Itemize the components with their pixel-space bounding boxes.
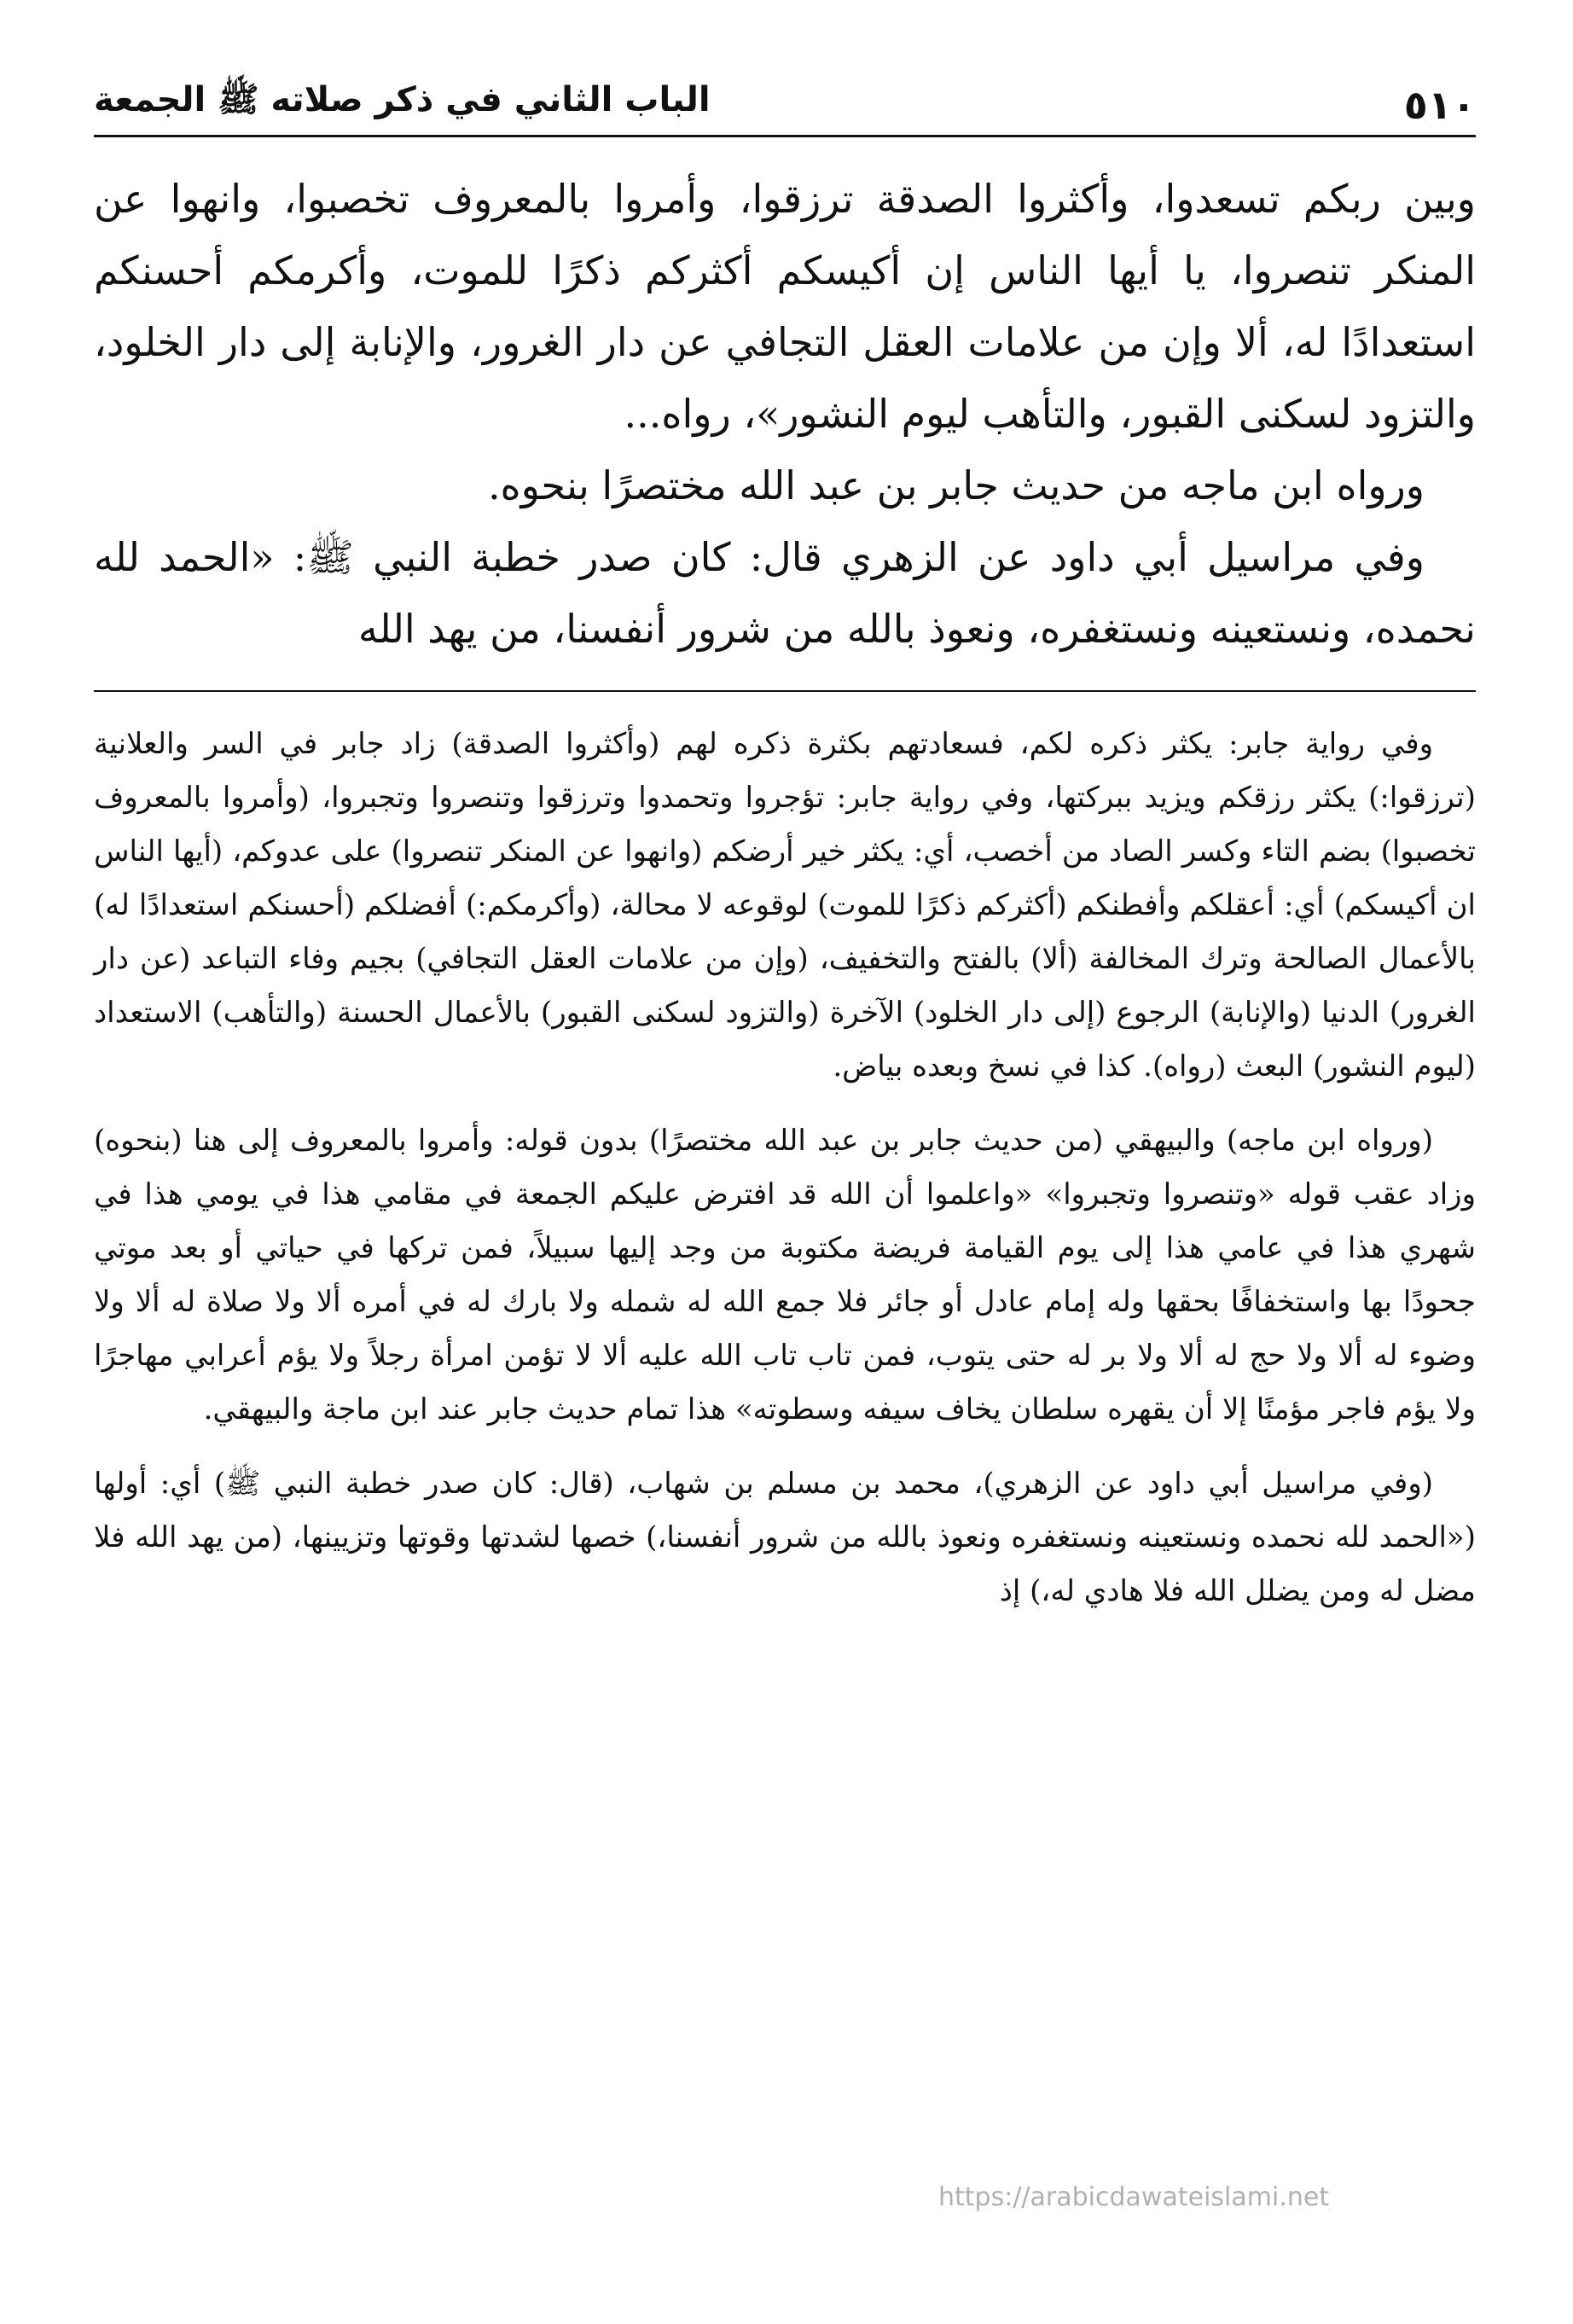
book-page (94, 60, 1476, 1618)
footnote-divider (94, 690, 1476, 692)
commentary (94, 718, 1476, 1618)
main-text (94, 163, 1476, 665)
running-title: الباب الثاني في ذكر صلاته ﷺ الجمعة (94, 80, 711, 119)
page-header (94, 60, 1476, 137)
page-number: ٥١٠ (1403, 82, 1476, 128)
watermark-url: https://arabicdawateislami.net (938, 2182, 1330, 2212)
commentary-paragraph: (ورواه ابن ماجه) والبيهقي (من حديث جابر بن عبد الله مختصرًا) بدون قوله: وأمروا بالمعروف إلى هنا (بنحوه) وزاد عقب قوله «وتنصروا وتجبروا» «واعلموا أن الله قد افترض عليكم الجمعة في مقامي هذا في يومي هذا في شهري هذا في عامي هذا إلى يوم القيامة فريضة مكتوبة من وجد إليها سبيلاً، فمن تركها في حياتي أو بعد موتي جحودًا بها واستخفافًا بحقها وله إمام عادل أو جائر فلا جمع الله له شمله ولا بارك له في أمره ألا ولا صلاة له ألا ولا وضوء له ألا ولا حج له ألا ولا بر له حتى يتوب، فمن تاب تاب الله عليه ألا لا تؤمن امرأة رجلاً ولا يؤم أعرابي مهاجرًا ولا يؤم فاجر مؤمنًا إلا أن يقهره سلطان يخاف سيفه وسطوته» هذا تمام حديث جابر عند ابن ماجة والبيهقي. (94, 1124, 1476, 1426)
main-paragraph: وبين ربكم تسعدوا، وأكثروا الصدقة ترزقوا، وأمروا بالمعروف تخصبوا، وانهوا عن المنكر تنصروا، يا أيها الناس إن أكيسكم أكثركم ذكرًا للموت، وأكرمكم أحسنكم استعدادًا له، ألا وإن من علامات العقل التجافي عن دار الغرور، والإنابة إلى دار الخلود، والتزود لسكنى القبور، والتأهب ليوم النشور»، رواه... (94, 176, 1476, 437)
main-paragraph: وفي مراسيل أبي داود عن الزهري قال: كان صدر خطبة النبي ﷺ: «الحمد لله نحمده، ونستعينه ونستغفره، ونعوذ بالله من شرور أنفسنا، من يهد الله (94, 534, 1476, 652)
commentary-paragraph: وفي رواية جابر: يكثر ذكره لكم، فسعادتهم بكثرة ذكره لهم (وأكثروا الصدقة) زاد جابر في السر والعلانية (ترزقوا:) يكثر رزقكم ويزيد ببركتها، وفي رواية جابر: تؤجروا وتحمدوا وترزقوا وتنصروا وتجبروا، (وأمروا بالمعروف تخصبوا) بضم التاء وكسر الصاد من أخصب، أي: يكثر خير أرضكم (وانهوا عن المنكر تنصروا) على عدوكم، (أيها الناس ان أكيسكم) أي: أعقلكم وأفطنكم (أكثركم ذكرًا للموت) لوقوعه لا محالة، (وأكرمكم:) أفضلكم (أحسنكم استعدادًا له) بالأعمال الصالحة وترك المخالفة (ألا) بالفتح والتخفيف، (وإن من علامات العقل التجافي) بجيم وفاء التباعد (عن دار الغرور) الدنيا (والإنابة) الرجوع (إلى دار الخلود) الآخرة (والتزود لسكنى القبور) بالأعمال الحسنة (والتأهب) الاستعداد (ليوم النشور) البعث (رواه). كذا في نسخ وبعده بياض. (94, 727, 1476, 1084)
commentary-paragraph: (وفي مراسيل أبي داود عن الزهري)، محمد بن مسلم بن شهاب، (قال: كان صدر خطبة النبي ﷺ) أي: أولها («الحمد لله نحمده ونستعينه ونستغفره ونعوذ بالله من شرور أنفسنا،) خصها لشدتها وقوتها وتزيينها، (من يهد الله فلا مضل له ومن يضلل الله فلا هادي له،) إذ (94, 1467, 1476, 1608)
main-paragraph: ورواه ابن ماجه من حديث جابر بن عبد الله مختصرًا بنحوه. (487, 462, 1425, 508)
